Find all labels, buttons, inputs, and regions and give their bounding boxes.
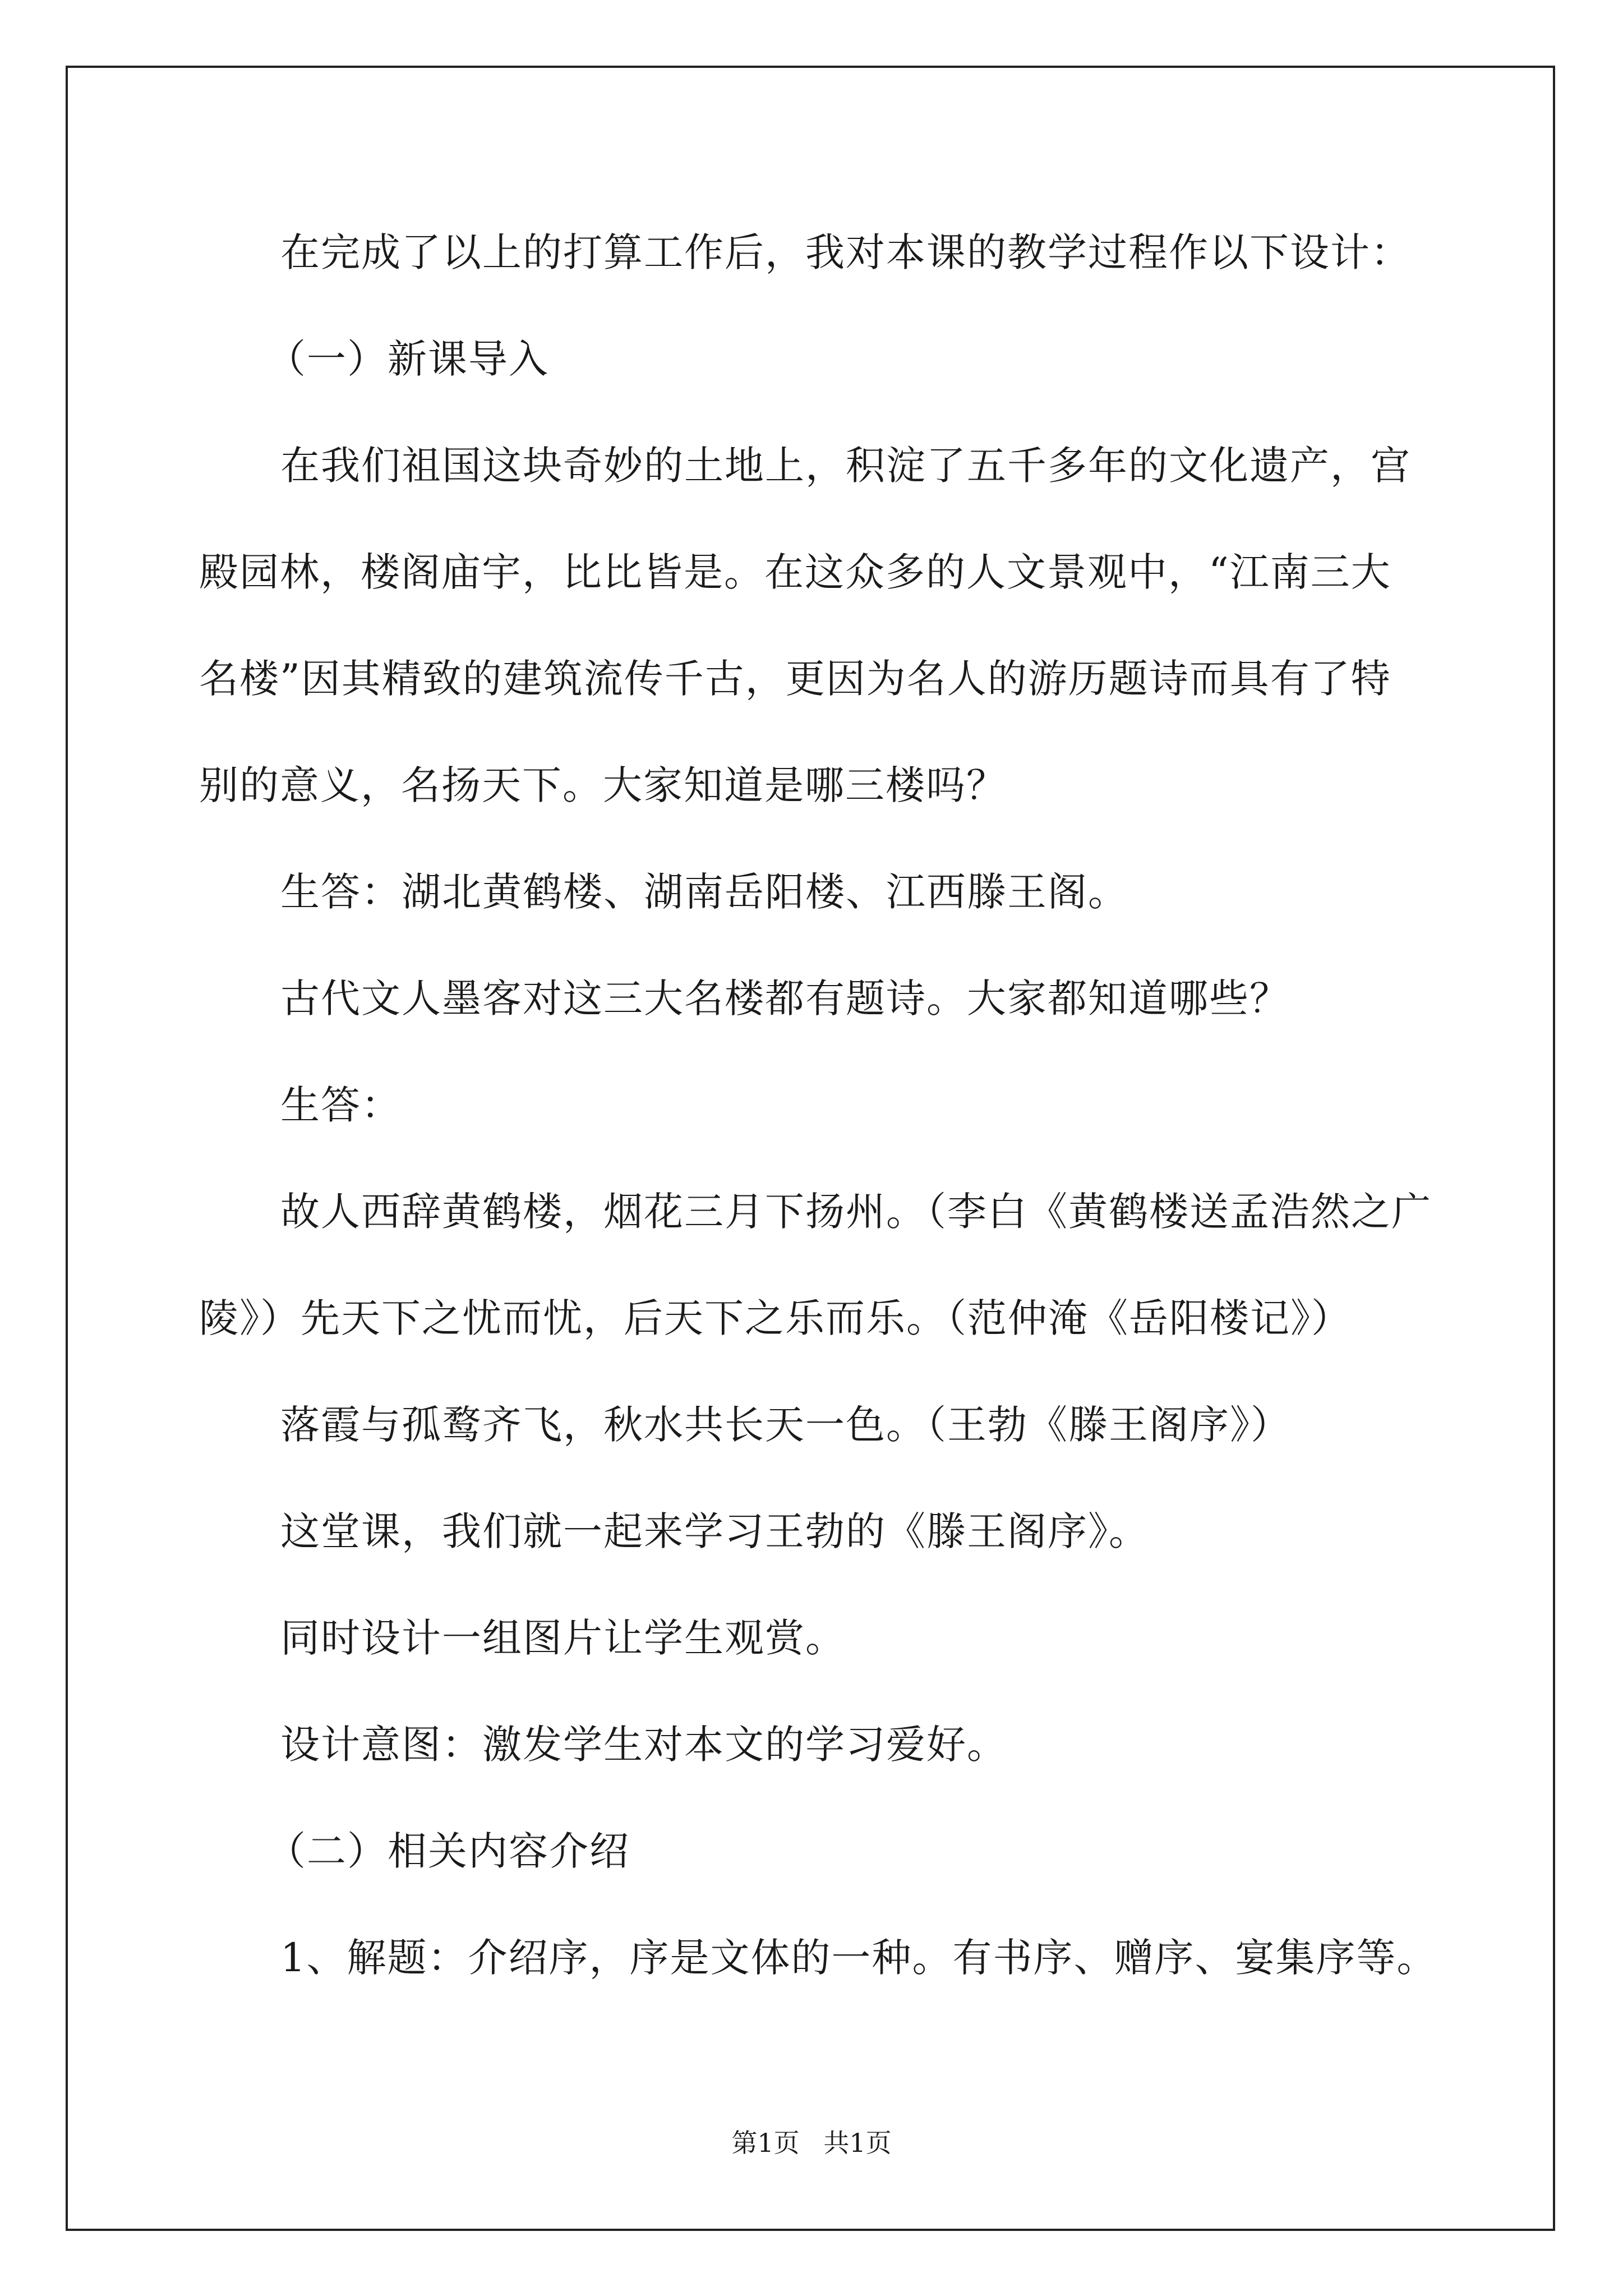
page-border xyxy=(66,66,1555,2231)
paragraph-line: 1、解题：介绍序，序是文体的一种。有书序、赠序、宴集序等。 xyxy=(280,1935,1437,1981)
paragraph-line: 陵》）先天下之忧而忧，后天下之乐而乐。（范仲淹《岳阳楼记》） xyxy=(199,1295,1352,1341)
paragraph-line: 名楼”因其精致的建筑流传千古，更因为名人的游历题诗而具有了特 xyxy=(199,656,1391,702)
paragraph-line: 在完成了以上的打算工作后，我对本课的教学过程作以下设计： xyxy=(280,229,1411,275)
paragraph-line: 设计意图：激发学生对本文的学习爱好。 xyxy=(280,1722,1007,1768)
paragraph-line: 古代文人墨客对这三大名楼都有题诗。大家都知道哪些？ xyxy=(280,976,1290,1022)
page-number: 第1页 xyxy=(731,2128,800,2158)
paragraph-line: 生答： xyxy=(280,1082,402,1128)
page-footer xyxy=(0,2126,1623,2160)
paragraph-line: 这堂课，我们就一起来学习王勃的《滕王阁序》。 xyxy=(280,1508,1149,1554)
paragraph-line: 生答：湖北黄鹤楼、湖南岳阳楼、江西滕王阁。 xyxy=(280,869,1128,915)
paragraph-line: 在我们祖国这块奇妙的土地上，积淀了五千多年的文化遗产，宫 xyxy=(280,443,1411,489)
section-heading: （一）新课导入 xyxy=(266,336,549,382)
section-heading: （二）相关内容介绍 xyxy=(266,1828,630,1874)
paragraph-line: 同时设计一组图片让学生观赏。 xyxy=(280,1615,846,1661)
page-total: 共1页 xyxy=(823,2128,892,2158)
paragraph-line: 落霞与孤鹜齐飞，秋水共长天一色。（王勃《滕王阁序》） xyxy=(280,1402,1291,1448)
paragraph-line: 故人西辞黄鹤楼，烟花三月下扬州。（李白《黄鹤楼送孟浩然之广 xyxy=(280,1189,1432,1235)
paragraph-line: 别的意义，名扬天下。大家知道是哪三楼吗？ xyxy=(199,762,1007,808)
paragraph-line: 殿园林，楼阁庙宇，比比皆是。在这众多的人文景观中，“江南三大 xyxy=(199,549,1391,595)
